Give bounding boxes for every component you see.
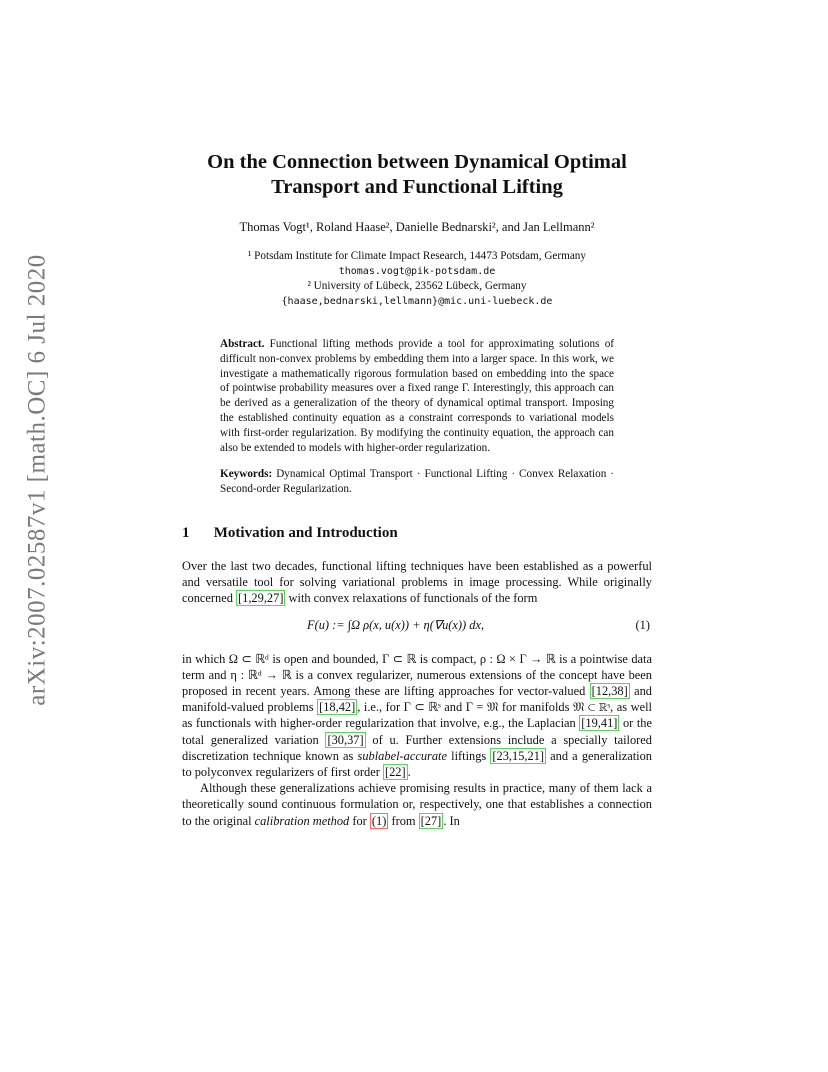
- citation-link[interactable]: [12,38]: [591, 683, 628, 698]
- citation-link[interactable]: [23,15,21]: [492, 748, 545, 763]
- author-list: Thomas Vogt¹, Roland Haase², Danielle Bednarski², and Jan Lellmann²: [239, 220, 595, 234]
- para3-text-d: . In: [443, 813, 460, 828]
- para2-text-d: or the total generalized variation: [182, 716, 652, 747]
- email-1: thomas.vogt@pik-potsdam.de: [338, 266, 496, 277]
- para3-text-b: for: [349, 813, 370, 828]
- paragraph-2: [182, 651, 652, 781]
- paragraph-1: [182, 558, 652, 607]
- para2-text-h: .: [407, 765, 411, 779]
- equation-reference-link[interactable]: (1): [371, 813, 387, 828]
- abstract-text: Functional lifting methods provide a tool for approximating solutions of difficult non-convex problems by embedding them into a larger space. In this work, we investigate a mathematically rigorous formulation based on embedding into the space of pointwise probability measures over a fixed range Γ. Interestingly, this approach can be derived as a generalization of the theory of dynamical optimal transport. Imposing the established continuity equation as a constraint corresponds to variational models with first-order regularization. By modifying the continuity equation, the approach can also be extended to models with higher-order regularization.: [220, 338, 615, 454]
- title-line-2: Transport and Functional Lifting: [271, 176, 563, 198]
- title-line-1: On the Connection between Dynamical Optimal: [207, 151, 627, 173]
- body-text: [182, 558, 652, 829]
- citation-link[interactable]: [22]: [384, 765, 406, 779]
- emphasis-text: calibration method: [254, 813, 350, 828]
- equation-number: (1): [635, 617, 650, 632]
- para2-text-f: liftings: [447, 748, 491, 763]
- para3-text-a: Although these generalizations achieve promising results in practice, many of them lack a theoretically sound continuous formulation or, respectively, one that establishes a connection to the original: [182, 781, 652, 828]
- section-number: 1: [182, 524, 190, 541]
- citation-link[interactable]: [1,29,27]: [238, 591, 284, 606]
- equation-1: [182, 607, 652, 651]
- citation-link[interactable]: [19,41]: [581, 716, 618, 731]
- citation-link[interactable]: [18,42]: [319, 700, 356, 715]
- para2-text-c: , i.e., for Γ ⊂ ℝˢ and Γ = 𝔐 for manifolds 𝔐 ⊂ ℝˢ, as well as functionals with higher-order regularization that involve, e.g., the Laplacian: [182, 700, 652, 731]
- citation-link[interactable]: [30,37]: [327, 732, 364, 747]
- para1-text-a: Over the last two decades, functional lifting techniques have been established as a powerful and versatile tool for solving variational problems in image processing. While originally concerned: [182, 558, 652, 606]
- para2-text-e: of u. Further extensions include a specially tailored discretization technique known as: [182, 732, 652, 763]
- keywords: [220, 467, 614, 497]
- para2-text-b: and manifold-valued problems: [182, 683, 652, 715]
- affiliations: [182, 249, 652, 309]
- emphasis-text: sublabel-accurate: [357, 748, 447, 763]
- keywords-label: Keywords:: [220, 468, 273, 481]
- affiliation-1: ¹ Potsdam Institute for Climate Impact Research, 14473 Potsdam, Germany: [248, 250, 586, 262]
- para2-text-a: in which Ω ⊂ ℝᵈ is open and bounded, Γ ⊂ ℝ is compact, ρ : Ω × Γ → ℝ is a pointwise data term and η : ℝᵈ → ℝ is a convex regularizer, numerous extensions of the concept have been proposed in recent years. Among these are lifting approaches for vector-valued: [182, 651, 652, 698]
- equation-formula: F(u) := ∫Ω ρ(x, u(x)) + η(∇u(x)) dx,: [307, 617, 485, 632]
- abstract: [220, 337, 614, 455]
- arxiv-sidebar: [18, 254, 58, 706]
- arxiv-identifier: arXiv:2007.02587v1 [math.OC] 6 Jul 2020: [24, 254, 52, 706]
- section-heading: [182, 525, 652, 542]
- keywords-text: Dynamical Optimal Transport · Functional Lifting · Convex Relaxation · Second-order Regularization.: [220, 468, 615, 496]
- affiliation-2: ² University of Lübeck, 23562 Lübeck, Germany: [307, 280, 527, 292]
- para1-text-b: with convex relaxations of functionals of the form: [285, 591, 538, 606]
- paper-title: [182, 150, 652, 200]
- para2-text-g: and a generalization to polyconvex regularizers of first order: [182, 748, 652, 779]
- paper-page: [182, 150, 652, 829]
- abstract-label: Abstract.: [220, 338, 265, 350]
- citation-link[interactable]: [27]: [420, 813, 442, 828]
- email-2: {haase,bednarski,lellmann}@mic.uni-luebeck.de: [281, 296, 553, 307]
- para3-text-c: from: [388, 813, 419, 828]
- section-title: Motivation and Introduction: [213, 524, 398, 541]
- paragraph-3: [182, 780, 652, 829]
